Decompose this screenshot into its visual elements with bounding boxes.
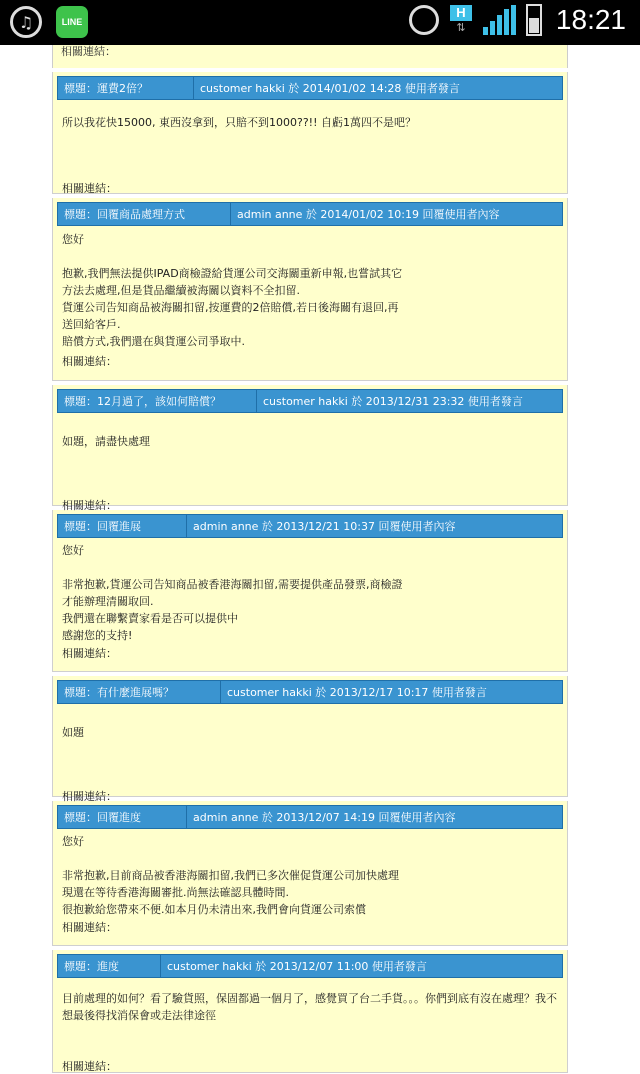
message-meta: admin anne 於 2014/01/02 10:19 回覆使用者內容 (231, 202, 563, 226)
message-meta: customer hakki 於 2013/12/31 23:32 使用者發言 (257, 389, 563, 413)
message-title: 標題：12月過了，該如何賠償？ (57, 389, 257, 413)
message-body: 您好 非常抱歉,貨運公司告知商品被香港海關扣留,需要提供產品發票,商檢證 才能辦理清關取回. 我們還在聯繫賣家看是否可以提供中 感謝您的支持! (62, 544, 403, 642)
message-body: 目前處理的如何？看了驗貨照，保固都過一個月了，感覺買了台二手貨。。。你們到底有沒在處理？我不想最後得找消保會或走法律途徑 (62, 992, 557, 1022)
message-card (52, 676, 568, 803)
message-title: 標題：回覆商品處理方式 (57, 202, 231, 226)
music-icon[interactable]: ♫ (10, 6, 42, 38)
message-card (52, 510, 568, 672)
message-title: 標題：運費2倍？ (57, 76, 194, 100)
message-body: 如題 (62, 726, 84, 739)
message-thread (52, 45, 568, 1073)
message-card (52, 198, 568, 381)
related-links-label: 相關連結： (62, 355, 117, 368)
related-links-label: 相關連結： (62, 647, 117, 660)
message-meta: customer hakki 於 2014/01/02 14:28 使用者發言 (194, 76, 563, 100)
related-links-label: 相關連結： (62, 1060, 117, 1073)
message-title: 標題：回覆進度 (57, 805, 187, 829)
related-links-label: 相關連結： (62, 921, 117, 934)
message-title: 標題：有什麼進展嗎？ (57, 680, 221, 704)
related-links-label: 相關連結： (62, 182, 117, 195)
related-links-label: 相關連結： (52, 45, 568, 68)
message-title: 標題：進度 (57, 954, 161, 978)
message-meta: customer hakki 於 2013/12/17 10:17 使用者發言 (221, 680, 563, 704)
message-card (52, 72, 568, 194)
hspa-icon: H ⇅ (449, 5, 473, 35)
related-links-label: 相關連結： (62, 499, 117, 512)
message-card (52, 950, 568, 1073)
message-meta: customer hakki 於 2013/12/07 11:00 使用者發言 (161, 954, 563, 978)
message-body: 如題，請盡快處理 (62, 435, 150, 448)
message-meta: admin anne 於 2013/12/07 14:19 回覆使用者內容 (187, 805, 563, 829)
message-title: 標題：回覆進展 (57, 514, 187, 538)
message-body: 您好 非常抱歉,目前商品被香港海關扣留,我們已多次催促貨運公司加快處理 現還在等待香港海關審批.尚無法確認具體時間. 很抱歉給您帶來不便.如本月仍未清出來,我們會向貨運公司索償 (62, 835, 399, 916)
message-body: 您好 抱歉,我們無法提供IPAD商檢證給貨運公司交海關重新申報,也嘗試其它 方法去處理,但是貨品繼續被海關以資料不全扣留. 貨運公司告知商品被海關扣留,按運費的2倍賠償,若日後海關有退回,再 送回給客戶. 賠償方式,我們還在與貨運公司爭取中. (62, 233, 403, 348)
related-links-label: 相關連結： (62, 790, 117, 803)
battery-icon (526, 4, 542, 36)
signal-icon (483, 5, 516, 35)
message-card (52, 385, 568, 512)
message-card (52, 801, 568, 946)
message-meta: admin anne 於 2013/12/21 10:37 回覆使用者內容 (187, 514, 563, 538)
clock: 18:21 (555, 4, 626, 35)
line-app-icon[interactable]: LINE (56, 6, 88, 38)
alarm-icon (409, 5, 439, 35)
status-bar (0, 0, 640, 45)
message-body: 所以我花快15000, 東西沒拿到，只賠不到1000??!! 自虧1萬四不是吧？ (62, 116, 416, 129)
